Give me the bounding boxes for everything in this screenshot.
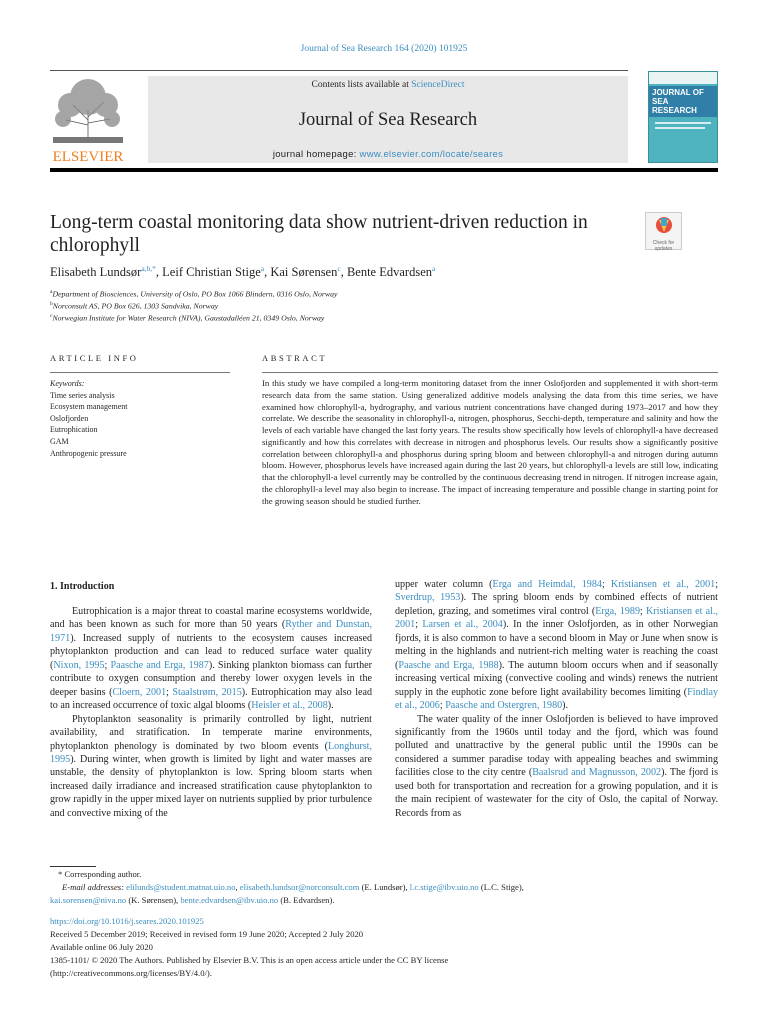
- check-for-updates-button[interactable]: Check for updates: [645, 212, 682, 250]
- citation-link[interactable]: Paasche and Ostergren, 1980: [445, 700, 563, 712]
- citation-link[interactable]: Baalsrud and Magnusson, 2002: [532, 767, 662, 779]
- email-addresses-cont: kai.sorensen@niva.no (K. Sørensen), bente.edvardsen@ibv.uio.no (B. Edvardsen).: [50, 895, 335, 905]
- homepage-link[interactable]: www.elsevier.com/locate/seares: [359, 149, 504, 160]
- citation-link[interactable]: Longhurst, 1995: [50, 740, 372, 765]
- citation-link[interactable]: Staalstrøm, 2015: [172, 686, 242, 698]
- cover-top-band: [649, 72, 717, 84]
- citation-link[interactable]: Nixon, 1995: [53, 659, 105, 671]
- affiliation-c: $^c$Norwegian Institute for Water Research (NIVA), Gaustadalléen 21, 0349 Oslo, Norway: [50, 313, 325, 323]
- received-dates: Received 5 December 2019; Received in revised form 19 June 2020; Accepted 2 July 2020: [50, 929, 364, 939]
- homepage-line: journal homepage: www.elsevier.com/locate/seares: [272, 149, 504, 160]
- author: Elisabeth Lundsør$^{a,b,*}$: [50, 264, 156, 280]
- article-title: Long-term coastal monitoring data show nutrient-driven reduction in chlorophyll: [50, 212, 588, 256]
- citation-link[interactable]: Larsen et al., 2004: [422, 619, 503, 631]
- citation-link[interactable]: Kristiansen et al., 2001: [395, 605, 718, 631]
- paragraph: Phytoplankton seasonality is primarily controlled by light, nutrient availability, and stratification. In temperate marine environments, phytoplankton phenology is dominated by two bloom events (Longhurst, 1995). During winter, when growth is limited by light and water masses are unstable, the density of phytoplankton is low. Spring bloom starts when increased daily irradiance and increased stratification cause phytoplankton to grow rapidly in the upper mixed layer on nutrients supplied by prior turbulence and convective mixing of the: [50, 713, 372, 819]
- section-heading: 1. Introduction: [50, 581, 115, 592]
- citation-link[interactable]: Paasche and Erga, 1987: [110, 659, 209, 671]
- body-column-right: [395, 578, 718, 820]
- keyword: Eutrophication: [50, 425, 98, 435]
- affiliation-a: $^a$Department of Biosciences, University of Oslo, PO Box 1066 Blindern, 0316 Oslo, Norway: [50, 289, 338, 299]
- article-info-heading: ARTICLE INFO: [50, 353, 139, 363]
- author: Kai Sørensen$^c$: [270, 264, 341, 280]
- citation-link[interactable]: Kristiansen et al., 2001: [610, 579, 716, 590]
- keyword: Time series analysis: [50, 390, 115, 400]
- author-list: Elisabeth Lundsør$^{a,b,*}$, Leif Christian Stige$^a$, Kai Sørensen$^c$, Bente Edvardsen$^a$: [50, 264, 436, 280]
- abstract-heading: ABSTRACT: [262, 353, 328, 363]
- sciencedirect-link[interactable]: ScienceDirect: [411, 80, 465, 90]
- body-column-left: [50, 605, 372, 820]
- journal-title: Journal of Sea Research: [298, 110, 478, 130]
- svg-text:ELSEVIER: ELSEVIER: [52, 149, 124, 165]
- divider: [262, 372, 718, 373]
- journal-cover-thumbnail[interactable]: [648, 71, 718, 163]
- keyword: Oslofjorden: [50, 413, 89, 423]
- online-date: Available online 06 July 2020: [50, 942, 153, 952]
- author: Leif Christian Stige$^a$: [162, 264, 265, 280]
- cover-decoration: [655, 122, 711, 124]
- divider: [50, 70, 628, 71]
- keyword: Anthropogenic pressure: [50, 448, 127, 458]
- author: Bente Edvardsen$^a$: [346, 264, 436, 280]
- cover-decoration: [655, 127, 705, 129]
- email-link[interactable]: elilunds@student.matnat.uio.no: [126, 882, 236, 892]
- citation-link[interactable]: Cloern, 2001: [112, 686, 167, 698]
- divider: [50, 372, 230, 373]
- license-url[interactable]: (http://creativecommons.org/licenses/BY/4.0/).: [50, 968, 212, 978]
- doi-link[interactable]: https://doi.org/10.1016/j.seares.2020.101925: [50, 916, 204, 926]
- copyright: 1385-1101/ © 2020 The Authors. Published by Elsevier B.V. This is an open access article under the CC BY license: [50, 955, 449, 965]
- journal-reference[interactable]: Journal of Sea Research 164 (2020) 101925: [300, 44, 468, 54]
- cover-title-band: [649, 86, 717, 117]
- paragraph: Eutrophication is a major threat to coastal marine ecosystems worldwide, and has been known as such for more than 50 years (Ryther and Dunstan, 1971). Increased supply of nutrients to the ecosystem causes increased phytoplankton production and can lead to reduced surface water quality (Nixon, 1995; Paasche and Erga, 1987). Sinking plankton biomass can further contribute to oxygen consumption and thereby lower oxygen levels in the deeper basins (Cloern, 2001; Staalstrøm, 2015). Eutrophication may also lead to an increased occurrence of toxic algal blooms (Heisler et al., 2008).: [50, 606, 373, 712]
- paragraph: The water quality of the inner Oslofjorden is believed to have improved significantly from the 1960s until today and the fjord, which was found polluted and unattractive by the general public until the 1990s can be considered a summer paradise today with appealing beaches and swimming facilities close to the city centre (Baalsrud and Magnusson, 2002). The fjord is used both for transportation and recreation for a growing population, and it is the main recipient of wastewater for the city of Oslo, the capital of Norway. Records from as: [395, 713, 719, 819]
- keyword: Ecosystem management: [50, 402, 128, 412]
- keywords: Keywords: Time series analysis Ecosystem management Oslofjorden Eutrophication GAM Anthropogenic pressure: [50, 379, 128, 458]
- abstract-text: In this study we have compiled a long-term monitoring dataset from the inner Oslofjorden and supplemented it with short-term research data from the same station. Using generalized additive models analysing the data from this time series, we have examined how chlorophyll-a, hydrography, and various nutrient concentrations have changed during 1973–2017 and how they correlate. We describe the seasonality in chlorophyll-a, nitrogen, phosphorus, Secchi-depth, temperature and salinity and how the levels of each variable have changed the last forty years. The results show specifically how levels of chlorophyll-a have decreased significantly and how this correlates with decrease in nitrogen and phosphorus levels. Our results show a significantly positive correlation between chlorophyll-a and phosphorus during spring bloom and between chlorophyll-a and nitrogen during autumn bloom. However, phosphorus levels have increased again during the last 20 years, but chlorophyll-a levels are still low, indicating that the chlorophyll-a level currently may be controlled by the continuous decreasing trend in nitrogen. If nitrogen increase again, the chlorophyll-a level may also begin to increase. The impact of increasing temperature and possible change in starting point for the growing season should be studied further.: [262, 378, 718, 506]
- corresponding-author-note: * Corresponding author.: [58, 869, 142, 879]
- keyword: GAM: [50, 436, 69, 446]
- citation-link[interactable]: Heisler et al., 2008: [251, 700, 328, 712]
- email-link[interactable]: kai.sorensen@niva.no: [50, 895, 127, 905]
- cover-title: JOURNAL OF SEA RESEARCH: [652, 88, 704, 115]
- elsevier-logo: [48, 75, 128, 165]
- email-link[interactable]: elisabeth.lundsor@norconsult.com: [239, 882, 360, 892]
- footnote-divider: [50, 866, 96, 867]
- citation-link[interactable]: Erga and Heimdal, 1984: [492, 579, 602, 590]
- email-link[interactable]: l.c.stige@ibv.uio.no: [409, 882, 479, 892]
- citation-link[interactable]: Paasche and Erga, 1988: [398, 659, 499, 671]
- contents-line: Contents lists available at ScienceDirect: [311, 80, 465, 90]
- citation-link[interactable]: Ryther and Dunstan, 1971: [50, 619, 372, 644]
- citation-link[interactable]: Sverdrup, 1953: [395, 592, 461, 604]
- email-addresses: E-mail addresses: elilunds@student.matnat.uio.no, elisabeth.lundsor@norconsult.com (E. Lundsør), l.c.stige@ibv.uio.no (L.C. Stige),: [62, 882, 524, 892]
- email-link[interactable]: bente.edvardsen@ibv.uio.no: [180, 895, 279, 905]
- crossmark-icon: [654, 216, 674, 238]
- paragraph: upper water column (Erga and Heimdal, 1984; Kristiansen et al., 2001; Sverdrup, 1953). The spring bloom ends by combined effects of nutrient depletion, grazing, and sometimes viral control (Erga, 1989; Kristiansen et al., 2001; Larsen et al., 2004). In the inner Oslofjorden, as in other Norwegian fjords, it is also common to have a second bloom in May or June when snow is melting in the highlands and nutrient-rich melting water is reaching the coast (Paasche and Erga, 1988). The autumn bloom occurs when and if seasonally increasing vertical mixing (convective cooling and winds) renews the nutrient supply in the euphotic zone before light availability becomes limiting (Findlay et al., 2006; Paasche and Ostergren, 1980).: [395, 579, 718, 712]
- header-divider: [50, 168, 718, 172]
- citation-link[interactable]: Findlay et al., 2006: [395, 686, 718, 712]
- affiliation-b: $^b$Norconsult AS, PO Box 626, 1303 Sandvika, Norway: [50, 301, 219, 311]
- citation-link[interactable]: Erga, 1989: [595, 605, 641, 617]
- journal-masthead: [148, 76, 628, 163]
